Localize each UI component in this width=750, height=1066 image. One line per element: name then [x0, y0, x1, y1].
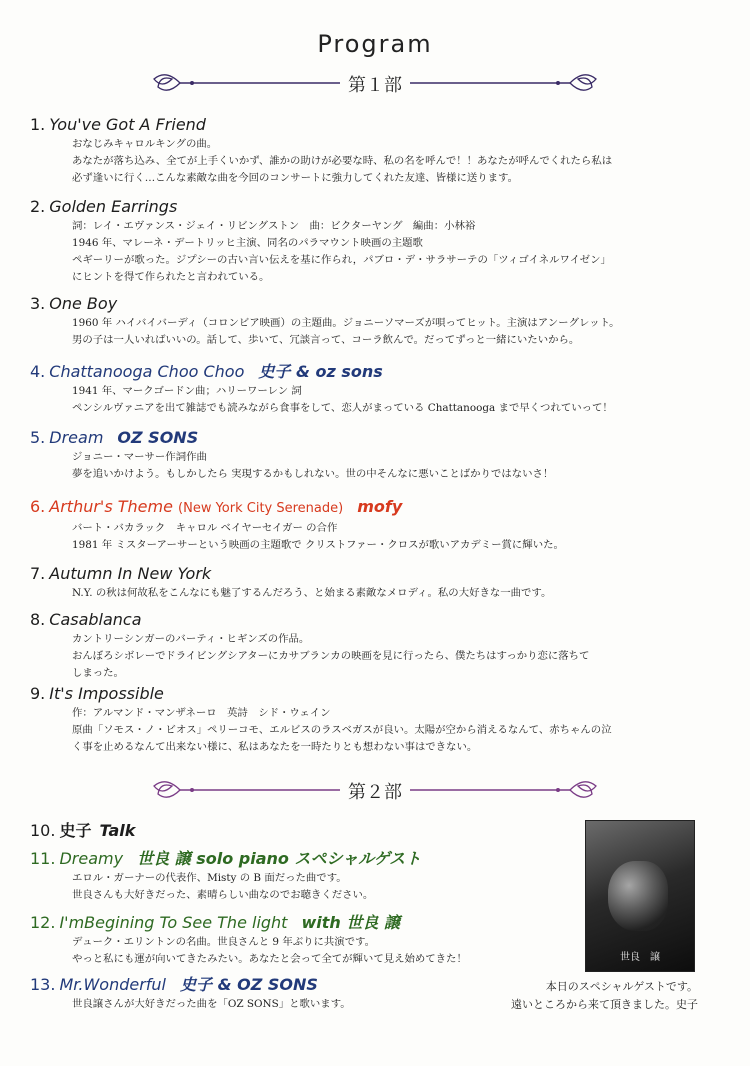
- item-number: 13.: [30, 975, 56, 994]
- item-desc: おんぼろシボレーでドライビングシアターにカサブランカの映画を見に行ったら、僕たちはすっかり恋に落ちて: [72, 650, 590, 662]
- item-number: 8.: [30, 610, 46, 629]
- song-title: Chattanooga Choo Choo: [49, 362, 245, 381]
- item-desc: 必ず逢いに行く…こんな素敵な曲を今回のコンサートに強力してくれた友達、皆様に送ります。: [72, 172, 518, 184]
- portrait-icon: [608, 861, 668, 931]
- item-number: 9.: [30, 684, 46, 703]
- song-title: Dream: [49, 428, 104, 447]
- item-number: 1.: [30, 115, 46, 134]
- guest-note-line: 本日のスペシャルゲストです。: [545, 980, 698, 993]
- song-title: Arthur's Theme: [49, 497, 173, 516]
- performer-name: 世良 譲 solo piano スペシャルゲスト: [137, 849, 422, 868]
- item-desc: デューク・エリントンの名曲。世良さんと 9 年ぶりに共演です。: [72, 936, 376, 948]
- item-desc: あなたが落ち込み、全てが上手くいかず、誰かの助けが必要な時、私の名を呼んで！！あなたが呼んでくれたら私は: [72, 155, 613, 167]
- song-title: Golden Earrings: [49, 197, 178, 216]
- song-title: Mr.Wonderful: [59, 975, 166, 994]
- item-desc: バート・バカラック キャロル ベイヤーセイガー の合作: [72, 522, 338, 534]
- item-desc: やっと私にも運が向いてきたみたい。あなたと会って全てが輝いて見え始めてきた！: [72, 953, 467, 965]
- performer-name: OZ SONS: [117, 428, 199, 447]
- item-desc: ペギーリーが歌った。ジプシーの古い言い伝えを基に作られ，パブロ・デ・サラサーテの「ツィゴイネルワイゼン」: [72, 254, 611, 266]
- program-item: [30, 114, 720, 187]
- item-desc: 作：アルマンド・マンザネーロ 英詩 シド・ウェイン: [72, 707, 331, 719]
- part1-label: 第１部: [340, 75, 410, 96]
- song-title: It's Impossible: [49, 684, 164, 703]
- song-title: You've Got A Friend: [49, 115, 206, 134]
- program-item: [30, 361, 720, 417]
- photo-caption: 世良 譲: [620, 952, 660, 963]
- program-item: [30, 496, 720, 554]
- item-number: 3.: [30, 294, 46, 313]
- performer-name: 史子: [59, 821, 92, 840]
- item-number: 12.: [30, 913, 56, 932]
- item-desc: 夢を追いかけよう。もしかしたら 実現するかもしれない。世の中そんなに悪いことばかりではないさ！: [72, 468, 554, 480]
- item-desc: 1941 年、マークゴードン曲；ハリーワーレン 詞: [72, 385, 302, 397]
- item-number: 10.: [30, 821, 56, 840]
- song-title: Casablanca: [49, 610, 142, 629]
- performer-name: with 世良 譲: [301, 913, 400, 932]
- item-desc: ペンシルヴァニアを出て雑誌でも読みながら食事をして、恋人がまっている Chattanooga まで早くつれていって！: [72, 402, 613, 414]
- item-desc: 男の子は一人いればいいの。話して、歩いて、冗談言って、コーラ飲んで。だってずっと一緒にいたいから。: [72, 334, 580, 346]
- item-desc: 詞：レイ・エヴァンス・ジェイ・リビングストン 曲：ビクターヤング 編曲：小林裕: [72, 220, 476, 232]
- song-title: Dreamy: [59, 849, 124, 868]
- item-number: 7.: [30, 564, 46, 583]
- part2-label: 第２部: [340, 782, 410, 803]
- part2-divider: [140, 775, 610, 805]
- item-desc: ジョニー・マーサー作詞作曲: [72, 451, 207, 463]
- item-desc: N.Y. の秋は何故私をこんなにも魅了するんだろう、と始まる素敵なメロディ。私の大好きな一曲です。: [72, 587, 552, 599]
- item-desc: エロル・ガーナーの代表作、Misty の B 面だった曲です。: [72, 872, 347, 884]
- program-item: [30, 683, 720, 756]
- performer-name: mofy: [357, 497, 403, 516]
- item-desc: く事を止めるなんて出来ない様に、私はあなたを一時たりとも想わない事はできない。: [72, 741, 478, 753]
- item-desc: 原曲「ソモス・ノ・ビオス」ペリーコモ、エルビスのラスベガスが良い。太陽が空から消えるなんて、赤ちゃんの泣: [72, 724, 612, 736]
- item-desc: にヒントを得て作られたと言われている。: [72, 271, 270, 283]
- performer-name: 史子 & OZ SONS: [180, 975, 318, 994]
- program-item: [30, 427, 720, 483]
- item-desc: おなじみキャロルキングの曲。: [72, 138, 218, 150]
- guest-note: [470, 978, 698, 1014]
- item-desc: カントリーシンガーのバーティ・ヒギンズの作品。: [72, 633, 310, 645]
- performer-name: 史子 & oz sons: [258, 362, 383, 381]
- item-number: 6.: [30, 497, 46, 516]
- song-title: Talk: [99, 821, 136, 840]
- program-item: [30, 609, 720, 682]
- item-desc: 1981 年 ミスターアーサーという映画の主題歌で クリストファー・クロスが歌いアカデミー賞に輝いた。: [72, 539, 564, 551]
- song-title: One Boy: [49, 294, 118, 313]
- item-desc: しまった。: [72, 667, 124, 679]
- item-number: 5.: [30, 428, 46, 447]
- guest-note-line: 遠いところから来て頂きました。史子: [511, 998, 698, 1011]
- item-number: 2.: [30, 197, 46, 216]
- song-subtitle: (New York City Serenade): [178, 501, 344, 516]
- song-title: I'mBegining To See The light: [59, 913, 288, 932]
- item-desc: 世良譲さんが大好きだった曲を「OZ SONS」と歌います。: [72, 998, 351, 1010]
- program-item: [30, 563, 720, 602]
- item-number: 4.: [30, 362, 46, 381]
- program-item: [30, 293, 720, 349]
- item-number: 11.: [30, 849, 56, 868]
- item-desc: 1960 年 ハイバイバーディ（コロンビア映画）の主題曲。ジョニーソマーズが唄ってヒット。主演はアンーグレット。: [72, 317, 620, 329]
- song-title: Autumn In New York: [49, 564, 212, 583]
- item-desc: 1946 年、マレーネ・デートリッヒ主演、同名のパラマウント映画の主題歌: [72, 237, 423, 249]
- page-title: Program: [317, 30, 433, 58]
- item-desc: 世良さんも大好きだった、素晴らしい曲なのでお聴きください。: [72, 889, 374, 901]
- program-item: [30, 196, 720, 286]
- part1-divider: [140, 68, 610, 98]
- guest-photo: [585, 820, 695, 972]
